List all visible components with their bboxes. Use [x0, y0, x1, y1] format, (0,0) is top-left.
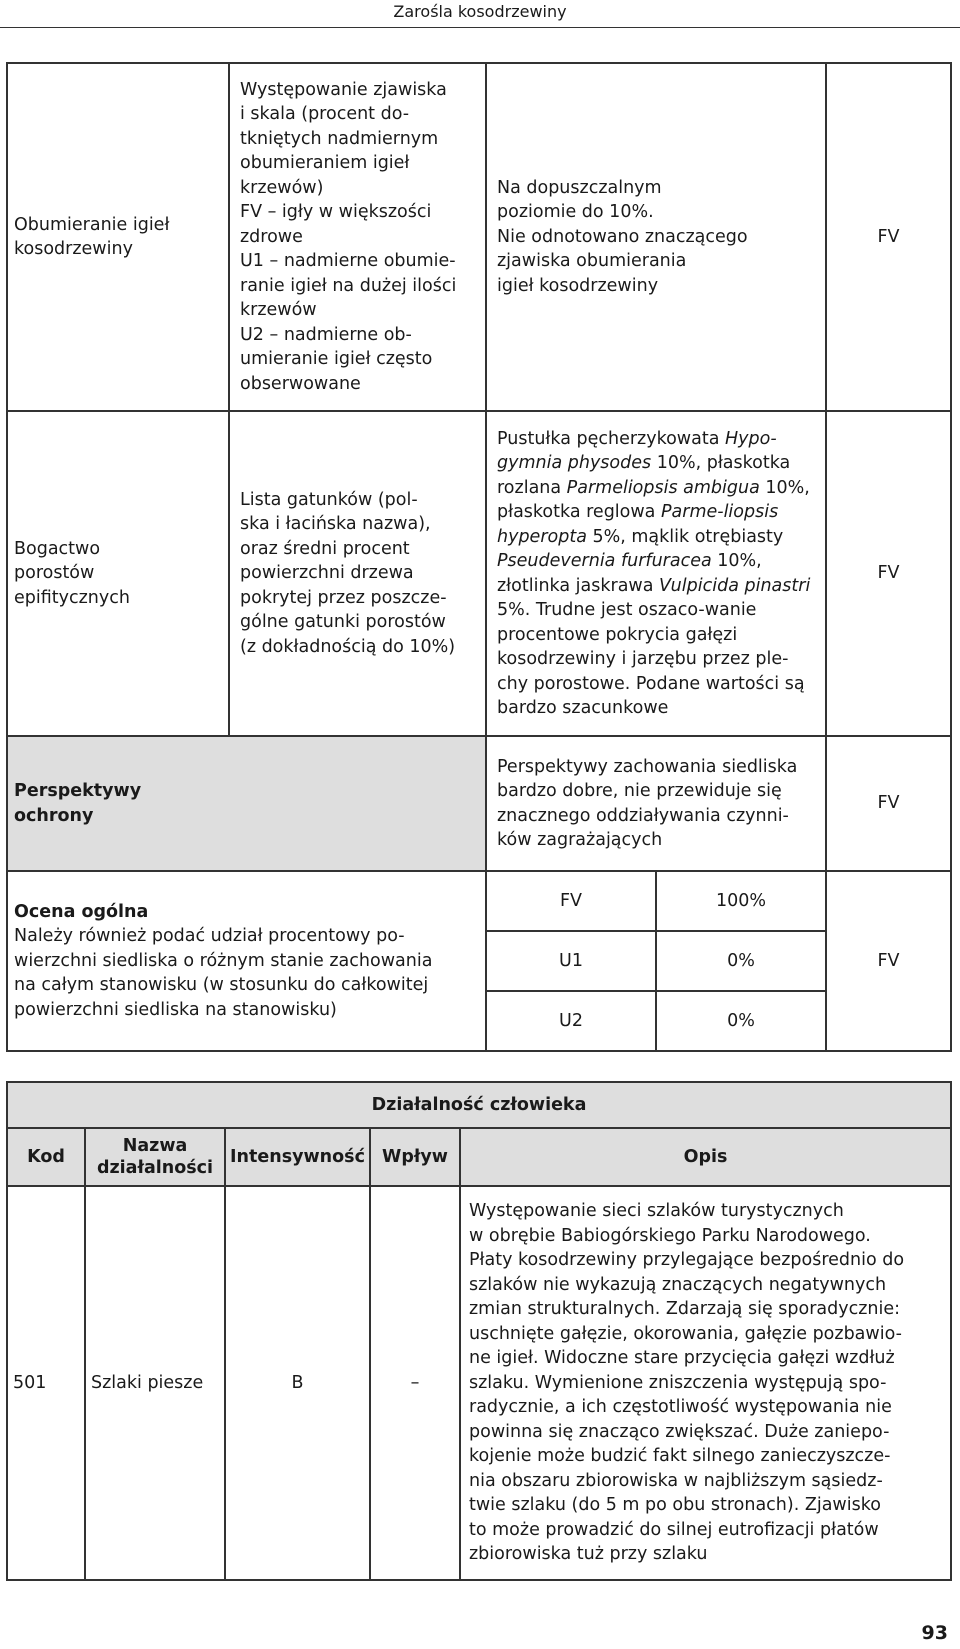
indicator-cell: [229, 411, 486, 736]
description-line: szlaków nie wykazują znaczących negatywnych: [469, 1274, 887, 1295]
criterion-cell: [7, 63, 229, 411]
activity-row: [7, 1186, 951, 1580]
indicator-line: i skala (procent do-: [240, 104, 410, 125]
indicator-line: Występowanie zjawiska: [240, 79, 447, 100]
description-cell: [486, 736, 826, 871]
indicator-line: oraz średni procent: [240, 538, 410, 559]
indicator-line: (z dokładnością do 10%): [240, 636, 456, 657]
species-latin-name: Vulpicida pinastri: [659, 575, 811, 596]
description-line: nia obszaru zbiorowiska w najbliższym sąsiedz-: [469, 1470, 883, 1491]
header-nazwa: [85, 1128, 225, 1186]
description-text: 5%, mąklik otrębiasty: [586, 526, 784, 547]
table-title-row: [7, 1082, 951, 1128]
overall-text-line: powierzchni siedliska na stanowisku): [14, 999, 337, 1020]
species-latin-name: Parme-liopsis hyperopta: [497, 502, 779, 547]
species-latin-name: Parmeliopsis ambigua: [566, 477, 760, 498]
indicator-line: krzewów: [240, 300, 317, 321]
rating-cell: FV: [826, 411, 951, 736]
description-line: ne igieł. Widoczne stare przycięcia gałęzi wzdłuż: [469, 1348, 895, 1368]
indicator-line: ranie igieł na dużej ilości: [240, 275, 457, 296]
criterion-line: porostów: [14, 563, 95, 584]
indicator-line: obserwowane: [240, 373, 361, 394]
header-nazwa-line: działalności: [96, 1158, 214, 1178]
description-line: radycznie, a ich częstotliwość występowania nie: [469, 1397, 892, 1417]
stat-label: FV: [487, 872, 656, 931]
running-header: Zarośla kosodrzewiny: [0, 0, 960, 28]
indicator-line: FV – igły w większości: [240, 202, 432, 223]
description-line: zjawiska obumierania: [497, 251, 687, 272]
description-text: 10%, płaskotka reglowa: [497, 477, 810, 522]
cell-kod: 501: [7, 1186, 85, 1580]
header-kod: Kod: [7, 1128, 85, 1186]
page-number: 93: [921, 1622, 948, 1644]
criterion-cell: [7, 411, 229, 736]
stat-row: [487, 872, 825, 931]
description-text: Pustułka pęcherzykowata: [497, 428, 725, 449]
description-line: ków zagrażających: [497, 830, 663, 850]
stat-label: U1: [487, 931, 656, 991]
description-line: Perspektywy zachowania siedliska: [497, 756, 798, 777]
description-line: znacznego oddziaływania czynni-: [497, 805, 789, 826]
criterion-cell: [7, 736, 486, 871]
description-line: Na dopuszczalnym: [497, 177, 662, 198]
row-porosty: [7, 411, 951, 736]
indicator-line: zdrowe: [240, 226, 303, 247]
row-ocena: [7, 871, 951, 1051]
description-line: w obrębie Babiogórskiego Parku Narodowego.: [469, 1225, 871, 1246]
stat-row: [487, 931, 825, 991]
header-intensywnosc: Intensywność: [225, 1128, 370, 1186]
stats-cell: [486, 871, 826, 1051]
description-line: Nie odnotowano znaczącego: [497, 226, 748, 247]
overall-cell: [7, 871, 486, 1051]
header-opis: Opis: [460, 1128, 951, 1186]
overall-text-line: wierzchni siedliska o różnym stanie zachowania: [14, 950, 433, 971]
stat-value: 0%: [727, 1010, 755, 1031]
description-text: 10%, złotlinka jaskrawa: [497, 551, 762, 596]
description-line: zmian strukturalnych. Zdarzają się sporadycznie:: [469, 1299, 901, 1319]
human-activity-table: [6, 1081, 952, 1581]
description-line: zbiorowiska tuż przy szlaku: [469, 1544, 708, 1564]
indicator-line: umieranie igieł często: [240, 349, 433, 370]
stat-value: 0%: [656, 931, 825, 991]
description-cell: [486, 63, 826, 411]
stat-value: 100%: [656, 872, 825, 931]
description-line: Płaty kosodrzewiny przylegające bezpośrednio do: [469, 1250, 905, 1270]
criterion-line: epifitycznych: [14, 587, 130, 608]
cell-wplyw: –: [370, 1186, 460, 1580]
description-text: 5%. Trudne jest oszaco-wanie procentowe pokrycia gałęzi kosodrzewiny i jarzębu przez ple-chy porostowe. Podane wartości są bardzo szacunkowe: [497, 600, 805, 718]
stat-row: [487, 991, 825, 1050]
indicator-cell: [229, 63, 486, 411]
indicator-line: obumieraniem igieł: [240, 153, 410, 174]
overall-text-line: na całym stanowisku (w stosunku do całkowitej: [14, 975, 429, 996]
description-line: kojenie może budzić fakt silnego zanieczyszcze-: [469, 1446, 891, 1466]
header-wplyw: Wpływ: [370, 1128, 460, 1186]
rating-cell: FV: [826, 736, 951, 871]
stat-label: U2: [487, 991, 656, 1050]
description-line: twie szlaku (do 5 m po obu stronach). Zjawisko: [469, 1495, 881, 1515]
stats-table: [487, 872, 825, 1050]
description-line: uschnięte gałęzie, okorowania, gałęzie pozbawio-: [469, 1323, 902, 1344]
criterion-line: ochrony: [14, 805, 94, 826]
description-line: powinna się znacząco zwiększać. Duże zaniepo-: [469, 1421, 890, 1442]
indicator-line: tkniętych nadmiernym: [240, 128, 439, 149]
header-row: [7, 1128, 951, 1186]
criterion-line: Perspektywy: [14, 781, 142, 801]
description-line: Występowanie sieci szlaków turystycznych: [469, 1201, 844, 1221]
rating-cell: FV: [826, 63, 951, 411]
assessment-table: [6, 62, 952, 1052]
description-line: poziomie do 10%.: [497, 202, 654, 223]
overall-text: [14, 924, 475, 1022]
rating-cell: FV: [826, 871, 951, 1051]
cell-nazwa: Szlaki piesze: [85, 1186, 225, 1580]
overall-title: Ocena ogólna: [14, 901, 149, 922]
indicator-line: pokrytej przez poszcze-: [240, 587, 447, 608]
criterion-line: Bogactwo: [14, 538, 101, 559]
indicator-line: ska i łacińska nazwa),: [240, 514, 431, 535]
row-obumieranie: [7, 63, 951, 411]
overall-text-line: Należy również podać udział procentowy po-: [14, 926, 405, 947]
species-latin-name: Hypo-gymnia physodes: [497, 428, 777, 473]
indicator-line: krzewów): [240, 177, 324, 198]
description-cell: [486, 411, 826, 736]
cell-opis: [460, 1186, 951, 1580]
description-line: igieł kosodrzewiny: [497, 275, 659, 296]
description-line: to może prowadzić do silnej eutrofizacji płatów: [469, 1519, 879, 1540]
indicator-line: U2 – nadmierne ob-: [240, 324, 412, 345]
indicator-line: powierzchni drzewa: [240, 563, 414, 584]
criterion-text: Obumieranie igieł kosodrzewiny: [14, 214, 170, 259]
description-line: szlaku. Wymienione zniszczenia występują spo-: [469, 1372, 887, 1393]
indicator-line: gólne gatunki porostów: [240, 612, 446, 633]
description-text: 10%, płaskotka rozlana: [497, 453, 791, 498]
table-title: Działalność człowieka: [7, 1082, 951, 1128]
description-line: bardzo dobre, nie przewiduje się: [497, 781, 782, 801]
indicator-line: Lista gatunków (pol-: [240, 489, 418, 510]
species-latin-name: Pseudevernia furfuracea: [497, 551, 712, 571]
indicator-line: U1 – nadmierne obumie-: [240, 251, 456, 272]
header-nazwa-line: Nazwa: [122, 1136, 188, 1156]
row-perspektywy: [7, 736, 951, 871]
cell-intensywnosc: B: [225, 1186, 370, 1580]
